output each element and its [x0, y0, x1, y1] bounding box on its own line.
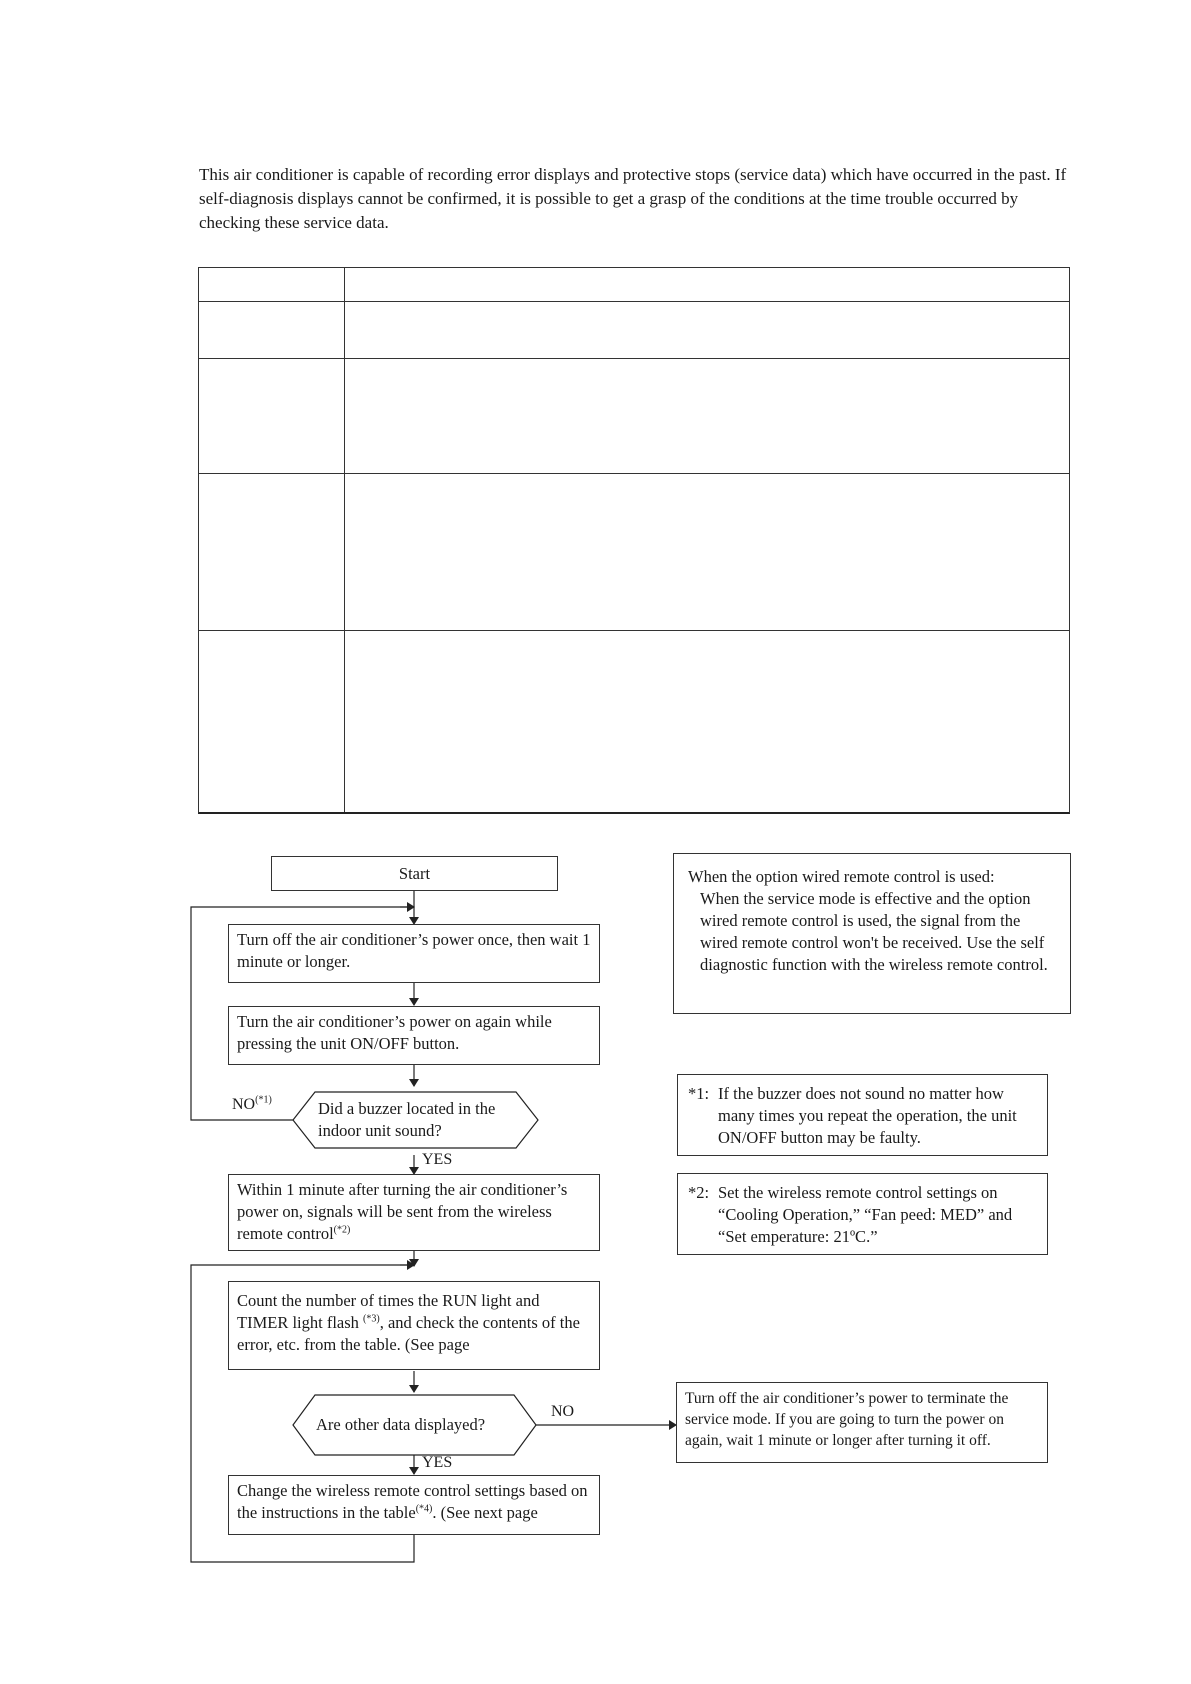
- step-power-on: Turn the air conditioner’s power on again while pressing the unit ON/OFF button.: [228, 1006, 600, 1065]
- end-terminate-box: Turn off the air conditioner’s power to terminate the service mode. If you are going to turn the power on again, wait 1 minute or longer after turning it off.: [676, 1382, 1048, 1463]
- yes-label-1: YES: [422, 1151, 453, 1168]
- footnote-1-key: *1:: [688, 1084, 710, 1103]
- step-power-off: Turn off the air conditioner’s power once, then wait 1 minute or longer.: [228, 924, 600, 983]
- footnote-2: [677, 1173, 1048, 1255]
- footnote-2-key: *2:: [688, 1183, 710, 1202]
- step-change-settings: Change the wireless remote control settings based on the instructions in the table$^{(*4)}$. (See next page: [228, 1475, 600, 1535]
- wired-remote-note-title: When the option wired remote control is used:: [688, 867, 995, 886]
- yes-label-2: YES: [422, 1454, 453, 1471]
- step-send-signals: Within 1 minute after turning the air conditioner’s power on, signals will be sent from the wireless remote control$^{(*2)}$: [228, 1174, 600, 1251]
- decision-buzzer-text: Did a buzzer located in the indoor unit sound?: [318, 1099, 496, 1140]
- intro-paragraph: This air conditioner is capable of recording error displays and protective stops (service data) which have occurred in the past. If self-diagnosis displays cannot be confirmed, it is possible to get a grasp of the conditions at the time trouble occurred by checking these service data.: [199, 165, 1067, 232]
- no-label-1: $NO^{(*1)}$: [232, 1094, 272, 1113]
- start-terminal: Start: [271, 856, 558, 891]
- footnote-2-text: Set the wireless remote control settings on “Cooling Operation,” “Fan peed: MED” and “Set emperature: 21ºC.”: [718, 1183, 1013, 1246]
- decision-other-data-text: Are other data displayed?: [316, 1415, 486, 1434]
- no-label-2: NO: [551, 1403, 575, 1420]
- footnote-1: [677, 1074, 1048, 1156]
- footnote-1-text: If the buzzer does not sound no matter how many times you repeat the operation, the unit ON/OFF button may be faulty.: [718, 1084, 1017, 1147]
- wired-remote-note-body: When the service mode is effective and the option wired remote control is used, the signal from the wired remote control won't be received. Use the self diagnostic function with the wireless remote control.: [700, 889, 1048, 974]
- step-count-flashes: Count the number of times the RUN light and TIMER light flash $^{(*3)}$, and check the contents of the error, etc. from the table. (See page: [228, 1281, 600, 1370]
- wired-remote-note: [673, 853, 1071, 1014]
